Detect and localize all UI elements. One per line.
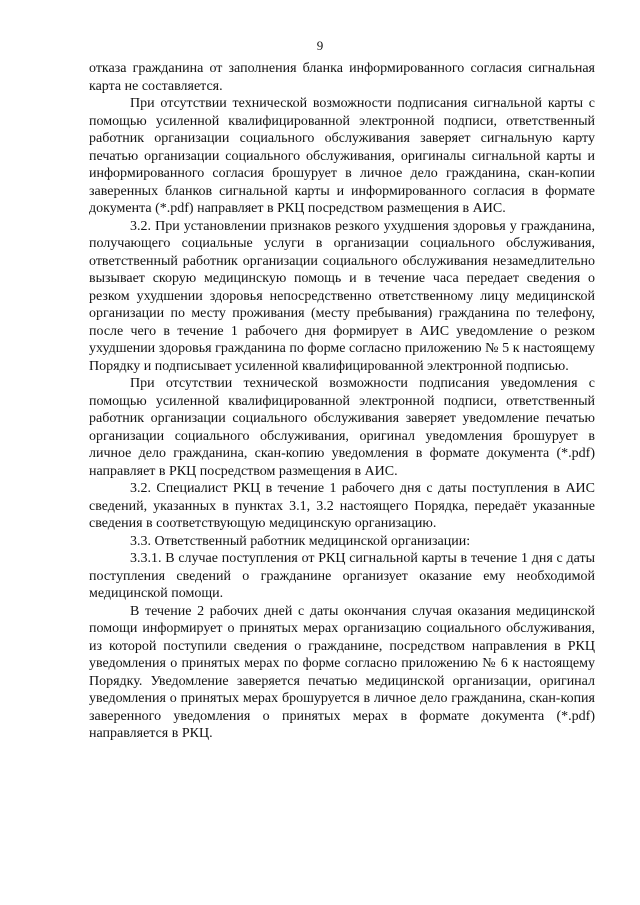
paragraph-3-3-medical-worker: 3.3. Ответственный работник медицинской организации: [130,533,471,549]
paragraph-3-2-rkc-specialist: 3.2. Специалист РКЦ в течение 1 рабочего дня с даты поступления в АИС сведений, указанных в пунктах 3.1, 3.2 настоящего Порядка, передаёт указанные сведения в соответствующую медицинскую организацию. [89,481,595,531]
paragraph-3-3-1-signal-card-received: 3.3.1. В случае поступления от РКЦ сигнальной карты в течение 1 дня с даты поступления сведений о гражданине организует оказание ему необходимой медицинской помощи. [89,551,595,601]
paragraph-signal-card-no-signature: При отсутствии технической возможности подписания сигнальной карты с помощью усиленной квалифицированной электронной подписи, ответственный работник организации социального обслуживания заверяет сигнальную карту печатью организации социального обслуживания, оригиналы сигнальной карты и информированного согласия брошурует в личное дело гражданина, скан-копии заверенных бланков сигнальной карты и информированного согласия в формате документа (*.pdf) направляет в РКЦ посредством размещения в АИС. [89,96,595,216]
paragraph-continuation: отказа гражданина от заполнения бланка информированного согласия сигнальная карта не составляется. [89,61,595,94]
paragraph-notification-no-signature: При отсутствии технической возможности подписания уведомления с помощью усиленной квалифицированной электронной подписи, ответственный работник организации социального обслуживания заверяет уведомление печатью организации социального обслуживания, оригинал уведомления брошурует в личное дело гражданина, скан-копию уведомления в формате документа (*.pdf) направляет в РКЦ посредством размещения в АИС. [89,376,595,479]
paragraph-3-2-health-deterioration: 3.2. При установлении признаков резкого ухудшения здоровья у гражданина, получающего социальные услуги в организации социального обслуживания, ответственный работник организации социального обслуживания незамедлительно вызывает скорую медицинскую помощь и в течение часа передает сведения о резком ухудшении здоровья непосредственно ответственному лицу медицинской организации по месту проживания (месту пребывания) гражданина по телефону, после чего в течение 1 рабочего дня формирует в АИС уведомление о резком ухудшении здоровья гражданина по форме согласно приложению № 5 к настоящему Порядку и подписывает усиленной квалифицированной электронной подписью. [89,218,595,374]
page-number: 9 [316,38,324,53]
paragraph-measures-notification: В течение 2 рабочих дней с даты окончания случая оказания медицинской помощи информирует о принятых мерах организацию социального обслуживания, из которой поступили сведения о гражданине, посредством направления в РКЦ уведомления о принятых мерах по форме согласно приложению № 6 к настоящему Порядку. Уведомление заверяется печатью медицинской организации, оригинал уведомления о принятых мерах брошуруется в личное дело гражданина, скан-копия заверенного уведомления о принятых мерах в формате документа (*.pdf) направляется в РКЦ. [89,603,595,741]
body-text [89,60,595,743]
